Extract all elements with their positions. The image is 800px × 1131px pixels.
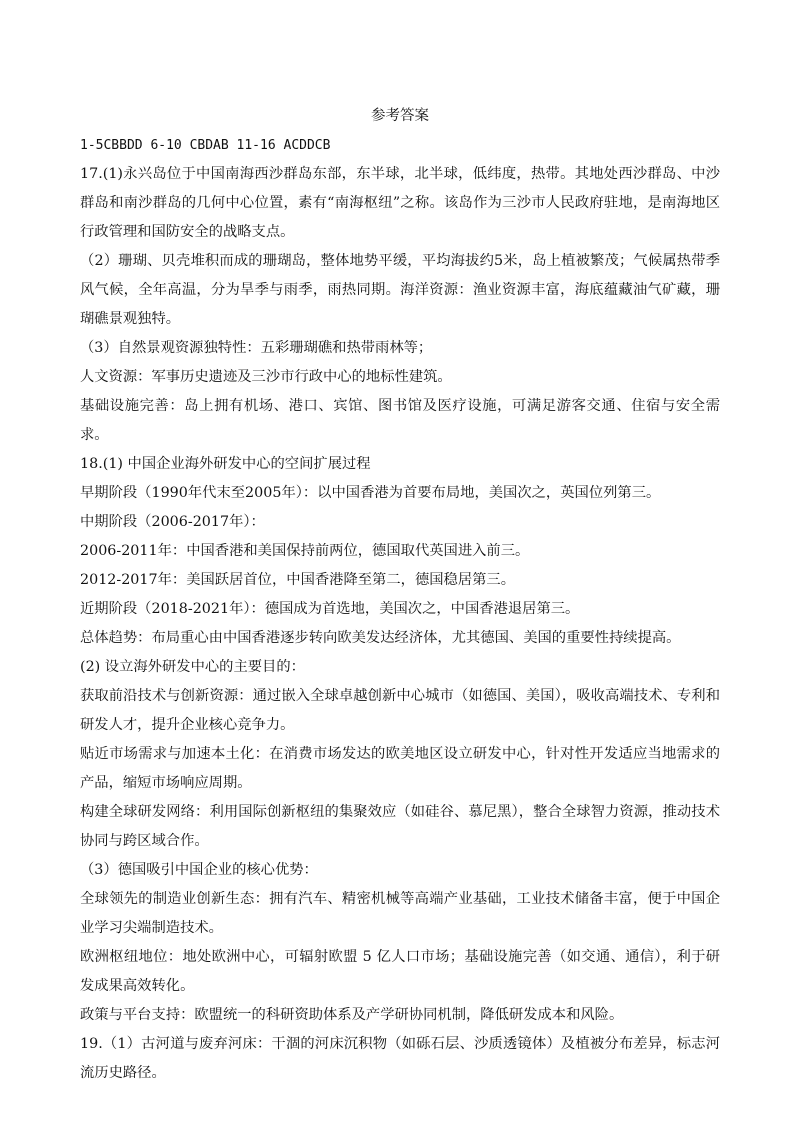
- q18-part1-heading: 18.(1) 中国企业海外研发中心的空间扩展过程: [80, 456, 371, 472]
- q18-middle-2012-2017: 2012-2017年：美国跃居首位，中国香港降至第二，德国稳居第三。: [80, 572, 516, 588]
- q18-middle-2006-2011: 2006-2011年：中国香港和美国保持前两位，德国取代英国进入前三。: [80, 543, 530, 559]
- q17-part3-natural: （3）自然景观资源独特性：五彩珊瑚礁和热带雨林等；: [80, 340, 433, 356]
- q17-part2: （2）珊瑚、贝壳堆积而成的珊瑚岛，整体地势平缓，平均海拔约5米，岛上植被繁茂；气候属热带季风气候，全年高温，分为旱季与雨季，雨热同期。海洋资源：渔业资源丰富，海底蕴藏油气矿藏，珊瑚礁景观独特。: [80, 253, 720, 327]
- q18-early-stage: 早期阶段（1990年代末至2005年）：以中国香港为首要布局地，美国次之，英国位列第三。: [80, 485, 661, 501]
- q18-part3-hub: 欧洲枢纽地位：地处欧洲中心，可辐射欧盟 5 亿人口市场；基础设施完善（如交通、通信），利于研发成果高效转化。: [80, 949, 720, 994]
- q18-recent-stage: 近期阶段（2018-2021年）：德国成为首选地，美国次之，中国香港退居第三。: [80, 601, 580, 617]
- q18-part3-policy: 政策与平台支持：欧盟统一的科研资助体系及产学研协同机制，降低研发成本和风险。: [80, 1007, 624, 1023]
- q17-part3-infrastructure: 基础设施完善：岛上拥有机场、港口、宾馆、图书馆及医疗设施，可满足游客交通、住宿与安全需求。: [80, 398, 720, 443]
- q17-part1: 17.(1)永兴岛位于中国南海西沙群岛东部，东半球，北半球，低纬度，热带。其地处西沙群岛、中沙群岛和南沙群岛的几何中心位置，素有“南海枢纽”之称。该岛作为三沙市人民政府驻地，是南海地区行政管理和国防安全的战略支点。: [80, 166, 720, 240]
- q18-part2-network: 构建全球研发网络：利用国际创新枢纽的集聚效应（如硅谷、慕尼黑），整合全球智力资源，推动技术协同与跨区域合作。: [80, 804, 720, 849]
- q18-part2-heading: (2) 设立海外研发中心的主要目的：: [80, 659, 305, 675]
- q18-part2-tech: 获取前沿技术与创新资源：通过嵌入全球卓越创新中心城市（如德国、美国），吸收高端技术、专利和研发人才，提升企业核心竞争力。: [80, 688, 720, 733]
- q18-part3-heading: （3）德国吸引中国企业的核心优势：: [80, 862, 318, 878]
- q19-part1: 19.（1）古河道与废弃河床：干涸的河床沉积物（如砾石层、沙质透镜体）及植被分布差异，标志河流历史路径。: [80, 1036, 720, 1081]
- page-title: 参考答案: [371, 108, 429, 124]
- q18-middle-stage: 中期阶段（2006-2017年）：: [80, 514, 265, 530]
- q17-part3-cultural: 人文资源：军事历史遗迹及三沙市行政中心的地标性建筑。: [80, 369, 452, 385]
- q18-part2-market: 贴近市场需求与加速本土化：在消费市场发达的欧美地区设立研发中心，针对性开发适应当地需求的产品，缩短市场响应周期。: [80, 746, 720, 791]
- q18-part3-manufacturing: 全球领先的制造业创新生态：拥有汽车、精密机械等高端产业基础，工业技术储备丰富，便于中国企业学习尖端制造技术。: [80, 891, 720, 936]
- answer-document: [80, 102, 720, 1088]
- q18-overall-trend: 总体趋势：布局重心由中国香港逐步转向欧美发达经济体，尤其德国、美国的重要性持续提高。: [80, 630, 681, 646]
- choice-answers: 1-5CBBDD 6-10 CBDAB 11-16 ACDDCB: [80, 138, 331, 153]
